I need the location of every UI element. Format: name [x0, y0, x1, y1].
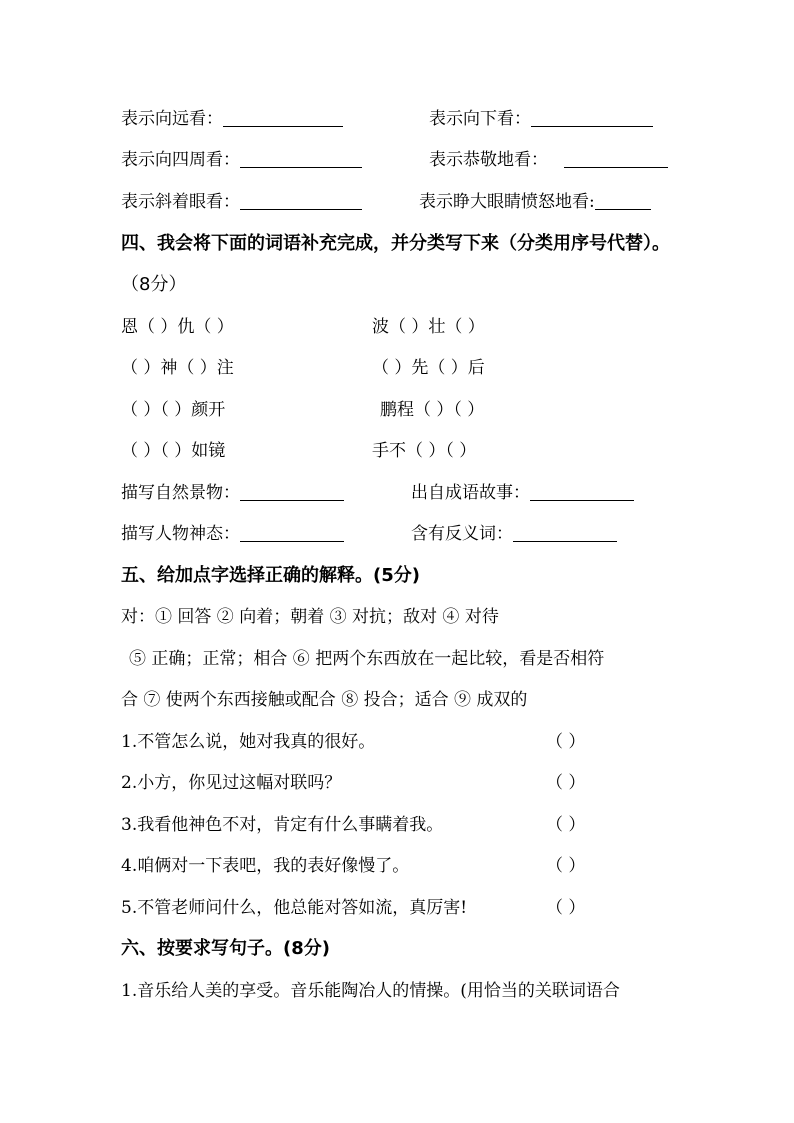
question-row [0, 893, 794, 923]
answer-blank[interactable] [513, 523, 617, 542]
answer-paren[interactable]: （ ） [546, 815, 586, 835]
category-label: 含有反义词： [411, 524, 513, 544]
section6-question-1: 1.音乐给人美的享受。音乐能陶冶人的情操。(用恰当的关联词语合 [121, 981, 620, 1001]
answer-blank[interactable] [223, 108, 343, 127]
look-row-1 [0, 104, 794, 134]
answer-paren[interactable]: （ ） [546, 773, 586, 793]
idiom-item: （ ）神（ ）注 [121, 358, 234, 378]
question-text: 5.不管老师问什么，他总能对答如流，真厉害! [121, 898, 468, 918]
question-text: 1.不管怎么说，她对我真的很好。 [121, 732, 376, 752]
look-row-3 [0, 187, 794, 217]
look-label: 表示向四周看： [121, 150, 240, 170]
look-label: 表示斜着眼看： [121, 192, 240, 212]
category-label: 描写自然景物： [121, 483, 240, 503]
definition-line-1: 对：① 回答 ② 向着；朝着 ③ 对抗；敌对 ④ 对待 [121, 607, 499, 627]
idiom-item: 手不（ ）（ ） [372, 441, 477, 461]
category-row-2 [0, 519, 794, 549]
answer-paren[interactable]: （ ） [546, 856, 586, 876]
look-label: 表示向下看： [429, 109, 531, 129]
category-label: 描写人物神态： [121, 524, 240, 544]
look-label: 表示向远看： [121, 109, 223, 129]
question-text: 3.我看他神色不对，肯定有什么事瞒着我。 [121, 815, 444, 835]
section4-score: （8分） [121, 274, 187, 295]
definition-line-3: 合 ⑦ 使两个东西接触或配合 ⑧ 投合；适合 ⑨ 成双的 [121, 690, 528, 710]
idiom-item: （ ）（ ）颜开 [121, 400, 226, 420]
category-row-1 [0, 478, 794, 508]
question-row [0, 727, 794, 757]
look-label: 表示恭敬地看： [429, 150, 548, 170]
idiom-item: 恩（ ）仇（ ） [121, 317, 234, 337]
idiom-item: 鹏程（ ）（ ） [380, 400, 485, 420]
answer-blank[interactable] [240, 482, 344, 501]
question-text: 2.小方，你见过这幅对联吗？ [121, 773, 342, 793]
answer-blank[interactable] [240, 191, 362, 210]
look-label: 表示睁大眼睛愤怒地看: [419, 192, 595, 212]
answer-blank[interactable] [531, 108, 653, 127]
answer-blank[interactable] [530, 482, 634, 501]
idiom-row-2 [0, 353, 794, 383]
idiom-item: 波（ ）壮（ ） [372, 317, 485, 337]
definition-line-2: ⑤ 正确；正常；相合 ⑥ 把两个东西放在一起比较，看是否相符 [129, 649, 605, 669]
section4-title: 四、我会将下面的词语补充完成，并分类写下来（分类用序号代替）。 [121, 233, 670, 254]
answer-blank[interactable] [240, 149, 362, 168]
answer-blank[interactable] [240, 523, 344, 542]
question-text: 4.咱俩对一下表吧，我的表好像慢了。 [121, 856, 410, 876]
category-label: 出自成语故事： [411, 483, 530, 503]
question-row [0, 768, 794, 798]
idiom-row-1 [0, 312, 794, 342]
answer-paren[interactable]: （ ） [546, 898, 586, 918]
idiom-row-3 [0, 395, 794, 425]
idiom-item: （ ）先（ ）后 [372, 358, 485, 378]
section5-title: 五、给加点字选择正确的解释。(5分) [121, 565, 420, 586]
idiom-item: （ ）（ ）如镜 [121, 441, 226, 461]
answer-blank[interactable] [595, 191, 651, 210]
idiom-row-4 [0, 436, 794, 466]
answer-paren[interactable]: （ ） [546, 732, 586, 752]
section6-title: 六、按要求写句子。(8分) [121, 938, 330, 959]
question-row [0, 851, 794, 881]
question-row [0, 810, 794, 840]
look-row-2 [0, 145, 794, 175]
answer-blank[interactable] [564, 149, 668, 168]
